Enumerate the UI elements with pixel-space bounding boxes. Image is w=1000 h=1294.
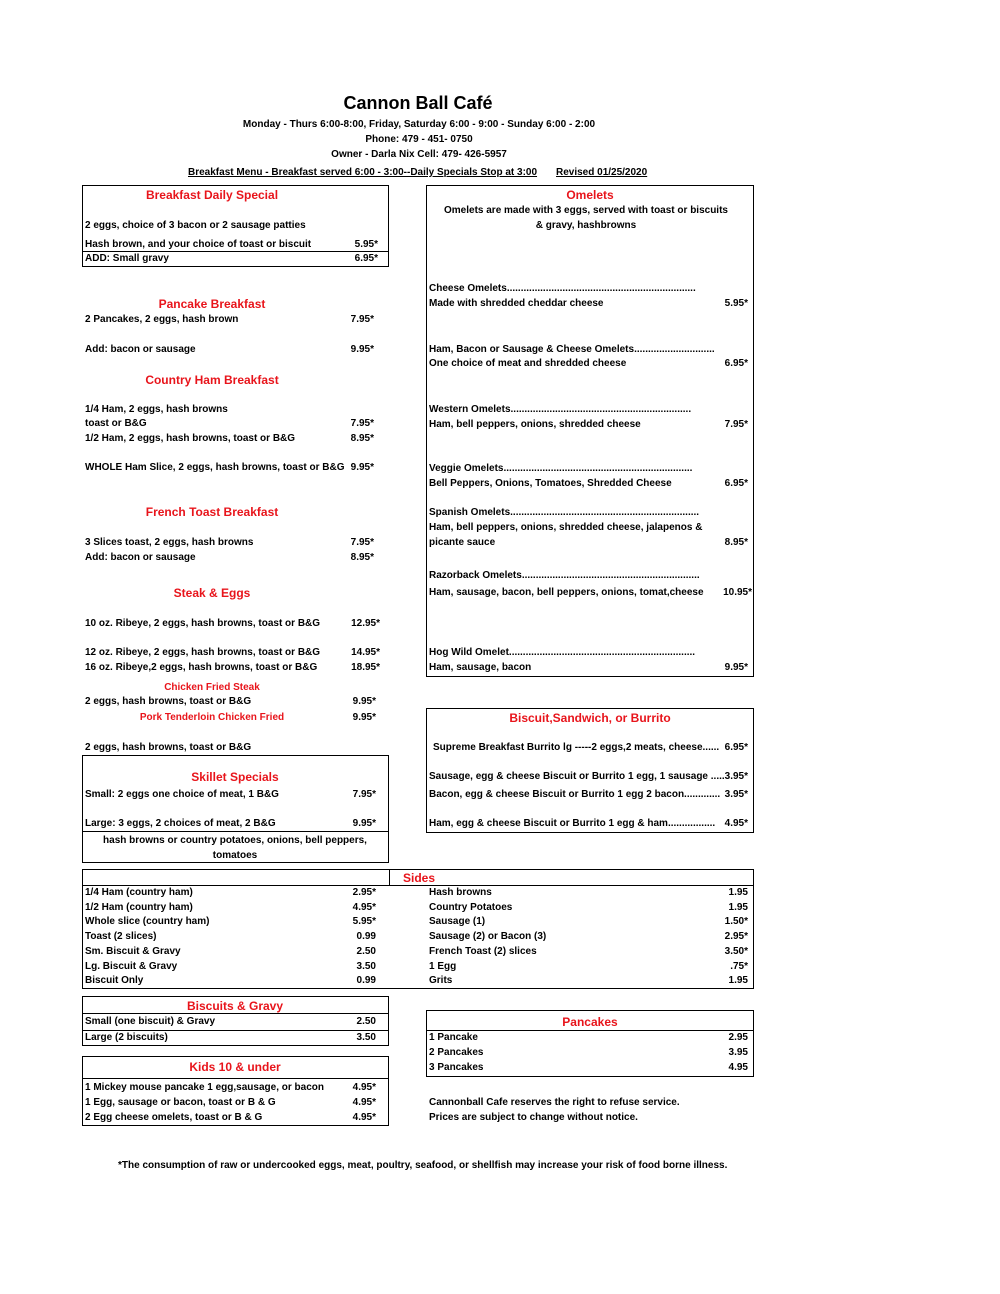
divider (83, 885, 753, 886)
menu-item-text: 3 Slices toast, 2 eggs, hash browns (85, 537, 254, 548)
side-item-price: 0.99 (356, 975, 376, 986)
side-item-name: Hash browns (429, 887, 492, 898)
phone: Phone: 479 - 451- 0750 (365, 134, 473, 145)
omelets-desc: & gravy, hashbrowns (535, 220, 637, 231)
biscuits-gravy-price: 2.50 (356, 1016, 376, 1027)
menu-item-text: Large: 3 eggs, 2 choices of meat, 2 B&G (85, 818, 276, 829)
side-item-price: 5.95* (352, 916, 376, 927)
omelet-name: Hog Wild Omelet................................................................... (429, 647, 696, 658)
refuse-service-notice: Cannonball Cafe reserves the right to refuse service. (429, 1097, 680, 1108)
menu-item-text: hash browns or country potatoes, onions, bell peppers, (103, 835, 367, 846)
owner: Owner - Darla Nix Cell: 479- 426-5957 (331, 149, 507, 160)
menu-item-price: 14.95* (351, 647, 380, 658)
side-item-name: Sausage (1) (429, 916, 486, 927)
menu-item-text: toast or B&G (85, 418, 147, 429)
side-item-name: 1/2 Ham (country ham) (85, 902, 193, 913)
biscuit-price: 6.95* (724, 742, 748, 753)
omelet-price: 6.95* (724, 478, 748, 489)
pancakes-item: 1 Pancake (429, 1032, 478, 1043)
side-item-price: 1.50* (724, 916, 748, 927)
omelet-desc: Ham, bell peppers, onions, shredded cheese, jalapenos & (429, 522, 703, 533)
side-item-price: .75* (730, 961, 748, 972)
menu-item-price: 9.95* (352, 818, 376, 829)
country-ham-title: Country Ham Breakfast (145, 373, 279, 387)
menu-item-price: 9.95* (350, 344, 374, 355)
biscuits-gravy-item: Small (one biscuit) & Gravy (85, 1016, 216, 1027)
side-item-name: Country Potatoes (429, 902, 513, 913)
side-item-price: 1.95 (728, 902, 748, 913)
menu-item-text: WHOLE Ham Slice, 2 eggs, hash browns, toast or B&G (85, 462, 345, 473)
divider (427, 1030, 753, 1031)
side-item-price: 2.95* (724, 931, 748, 942)
omelet-desc: Ham, sausage, bacon, bell peppers, onions, tomat,cheese (429, 587, 704, 598)
menu-item-text: 1/4 Ham, 2 eggs, hash browns (85, 404, 228, 415)
omelet-price: 7.95* (724, 419, 748, 430)
divider (83, 1013, 388, 1014)
omelet-desc: Ham, bell peppers, onions, shredded cheese (429, 419, 641, 430)
kids-price: 4.95* (352, 1097, 376, 1108)
menu-item-text: 2 eggs, choice of 3 bacon or 2 sausage patties (85, 220, 306, 231)
biscuits-gravy-title: Biscuits & Gravy (186, 999, 284, 1013)
pancakes-item: 3 Pancakes (429, 1062, 484, 1073)
menu-item-text: 2 Pancakes, 2 eggs, hash brown (85, 314, 239, 325)
biscuit-price: 3.95* (724, 771, 748, 782)
side-item-price: 3.50 (356, 961, 376, 972)
side-item-price: 1.95 (728, 887, 748, 898)
hours: Monday - Thurs 6:00-8:00, Friday, Saturday 6:00 - 9:00 - Sunday 6:00 - 2:00 (242, 119, 596, 130)
biscuit-price: 4.95* (724, 818, 748, 829)
side-item-name: 1 Egg (429, 961, 457, 972)
sides-title: Sides (402, 871, 435, 885)
menu-item-price: 18.95* (351, 662, 380, 673)
side-item-price: 0.99 (356, 931, 376, 942)
pork-tenderloin-title: Pork Tenderloin Chicken Fried (139, 712, 285, 723)
pancake-breakfast-title: Pancake Breakfast (158, 297, 266, 311)
breakfast-special-title: Breakfast Daily Special (145, 188, 279, 202)
divider (83, 1030, 388, 1031)
divider (83, 831, 388, 832)
cafe-title: Cannon Ball Café (343, 93, 493, 113)
menu-item-text: 1/2 Ham, 2 eggs, hash browns, toast or B&G (85, 433, 296, 444)
menu-subtitle: Breakfast Menu - Breakfast served 6:00 - 3:00--Daily Specials Stop at 3:00 (188, 167, 538, 178)
biscuit-item: Sausage, egg & cheese Biscuit or Burrito 1 egg, 1 sausage ..... (429, 771, 725, 782)
skillet-specials-title: Skillet Specials (191, 770, 279, 784)
omelet-name: Western Omelets................................................................. (429, 404, 692, 415)
price-change-notice: Prices are subject to change without notice. (429, 1112, 638, 1123)
kids-item: 1 Mickey mouse pancake 1 egg,sausage, or bacon (85, 1082, 324, 1093)
side-item-name: Grits (429, 975, 453, 986)
biscuit-price: 3.95* (724, 789, 748, 800)
omelet-desc: Made with shredded cheddar cheese (429, 298, 604, 309)
omelet-price: 10.95* (723, 587, 752, 598)
divider (83, 1078, 388, 1079)
omelet-desc: One choice of meat and shredded cheese (429, 358, 627, 369)
biscuit-item: Bacon, egg & cheese Biscuit or Burrito 1 egg 2 bacon............. (429, 789, 721, 800)
omelet-price: 9.95* (724, 662, 748, 673)
omelet-desc: picante sauce (429, 537, 496, 548)
french-toast-title: French Toast Breakfast (145, 505, 279, 519)
side-item-name: Toast (2 slices) (85, 931, 157, 942)
menu-item-text: 16 oz. Ribeye,2 eggs, hash browns, toast or B&G (85, 662, 318, 673)
menu-item-text: 10 oz. Ribeye, 2 eggs, hash browns, toast or B&G (85, 618, 321, 629)
kids-item: 1 Egg, sausage or bacon, toast or B & G (85, 1097, 276, 1108)
menu-item-text: 2 eggs, hash browns, toast or B&G (85, 742, 252, 753)
menu-item-text: 2 eggs, hash browns, toast or B&G (85, 696, 252, 707)
omelet-price: 8.95* (724, 537, 748, 548)
kids-price: 4.95* (352, 1112, 376, 1123)
pancakes-item: 2 Pancakes (429, 1047, 484, 1058)
biscuits-gravy-item: Large (2 biscuits) (85, 1032, 168, 1043)
chicken-fried-steak-title: Chicken Fried Steak (164, 682, 260, 693)
side-item-name: Sausage (2) or Bacon (3) (429, 931, 547, 942)
biscuit-item: Ham, egg & cheese Biscuit or Burrito 1 egg & ham................. (429, 818, 716, 829)
omelet-desc: Ham, sausage, bacon (429, 662, 532, 673)
side-item-name: Biscuit Only (85, 975, 144, 986)
menu-item-text: Add: bacon or sausage (85, 344, 196, 355)
menu-item-price: 6.95* (354, 253, 378, 264)
side-item-name: Lg. Biscuit & Gravy (85, 961, 178, 972)
omelet-name: Veggie Omelets.................................................................... (429, 463, 693, 474)
menu-item-price: 8.95* (350, 552, 374, 563)
omelet-name: Razorback Omelets................................................................ (429, 570, 700, 581)
side-item-price: 2.50 (356, 946, 376, 957)
menu-item-price: 9.95* (350, 462, 374, 473)
health-disclaimer: *The consumption of raw or undercooked eggs, meat, poultry, seafood, or shellfish may increase your risk of food borne illness. (118, 1160, 728, 1171)
menu-item-price: 7.95* (350, 537, 374, 548)
omelets-title: Omelets (566, 188, 614, 202)
biscuits-gravy-price: 3.50 (356, 1032, 376, 1043)
menu-item-text: Add: bacon or sausage (85, 552, 196, 563)
side-item-name: 1/4 Ham (country ham) (85, 887, 193, 898)
menu-item-price: 7.95* (350, 314, 374, 325)
side-item-name: Whole slice (country ham) (85, 916, 210, 927)
omelet-name: Cheese Omelets.................................................................... (429, 283, 696, 294)
menu-item-price: 7.95* (350, 418, 374, 429)
omelets-box (426, 185, 754, 677)
biscuit-title: Biscuit,Sandwich, or Burrito (509, 711, 671, 725)
side-item-price: 1.95 (728, 975, 748, 986)
side-item-name: French Toast (2) slices (429, 946, 537, 957)
revised-date: Revised 01/25/2020 (556, 167, 648, 178)
side-item-price: 2.95* (352, 887, 376, 898)
menu-item-price: 12.95* (351, 618, 380, 629)
kids-item: 2 Egg cheese omelets, toast or B & G (85, 1112, 263, 1123)
pancakes-price: 2.95 (728, 1032, 748, 1043)
kids-title: Kids 10 & under (189, 1060, 281, 1074)
menu-item-price: 9.95* (352, 712, 376, 723)
menu-item-price: 9.95* (352, 696, 376, 707)
omelet-price: 5.95* (724, 298, 748, 309)
menu-item-text: Hash brown, and your choice of toast or biscuit (85, 239, 312, 250)
biscuit-item: Supreme Breakfast Burrito lg -----2 eggs,2 meats, cheese...... (433, 742, 720, 753)
menu-item-price: 7.95* (352, 789, 376, 800)
omelet-price: 6.95* (724, 358, 748, 369)
menu-item-text: 12 oz. Ribeye, 2 eggs, hash browns, toast or B&G (85, 647, 321, 658)
pancakes-title: Pancakes (562, 1015, 618, 1029)
omelets-desc: Omelets are made with 3 eggs, served with toast or biscuits (444, 205, 728, 216)
kids-price: 4.95* (352, 1082, 376, 1093)
steak-eggs-title: Steak & Eggs (173, 586, 251, 600)
pancakes-price: 3.95 (728, 1047, 748, 1058)
omelet-name: Spanish Omelets.................................................................... (429, 507, 700, 518)
menu-item-text: Small: 2 eggs one choice of meat, 1 B&G (85, 789, 279, 800)
pancakes-price: 4.95 (728, 1062, 748, 1073)
menu-item-text: tomatoes (212, 850, 258, 861)
side-item-name: Sm. Biscuit & Gravy (85, 946, 181, 957)
side-item-price: 4.95* (352, 902, 376, 913)
omelet-name: Ham, Bacon or Sausage & Cheese Omelets............................. (429, 344, 715, 355)
divider (83, 251, 388, 252)
omelet-desc: Bell Peppers, Onions, Tomatoes, Shredded Cheese (429, 478, 672, 489)
menu-item-price: 5.95* (354, 239, 378, 250)
menu-item-text: ADD: Small gravy (85, 253, 169, 264)
menu-item-price: 8.95* (350, 433, 374, 444)
side-item-price: 3.50* (724, 946, 748, 957)
